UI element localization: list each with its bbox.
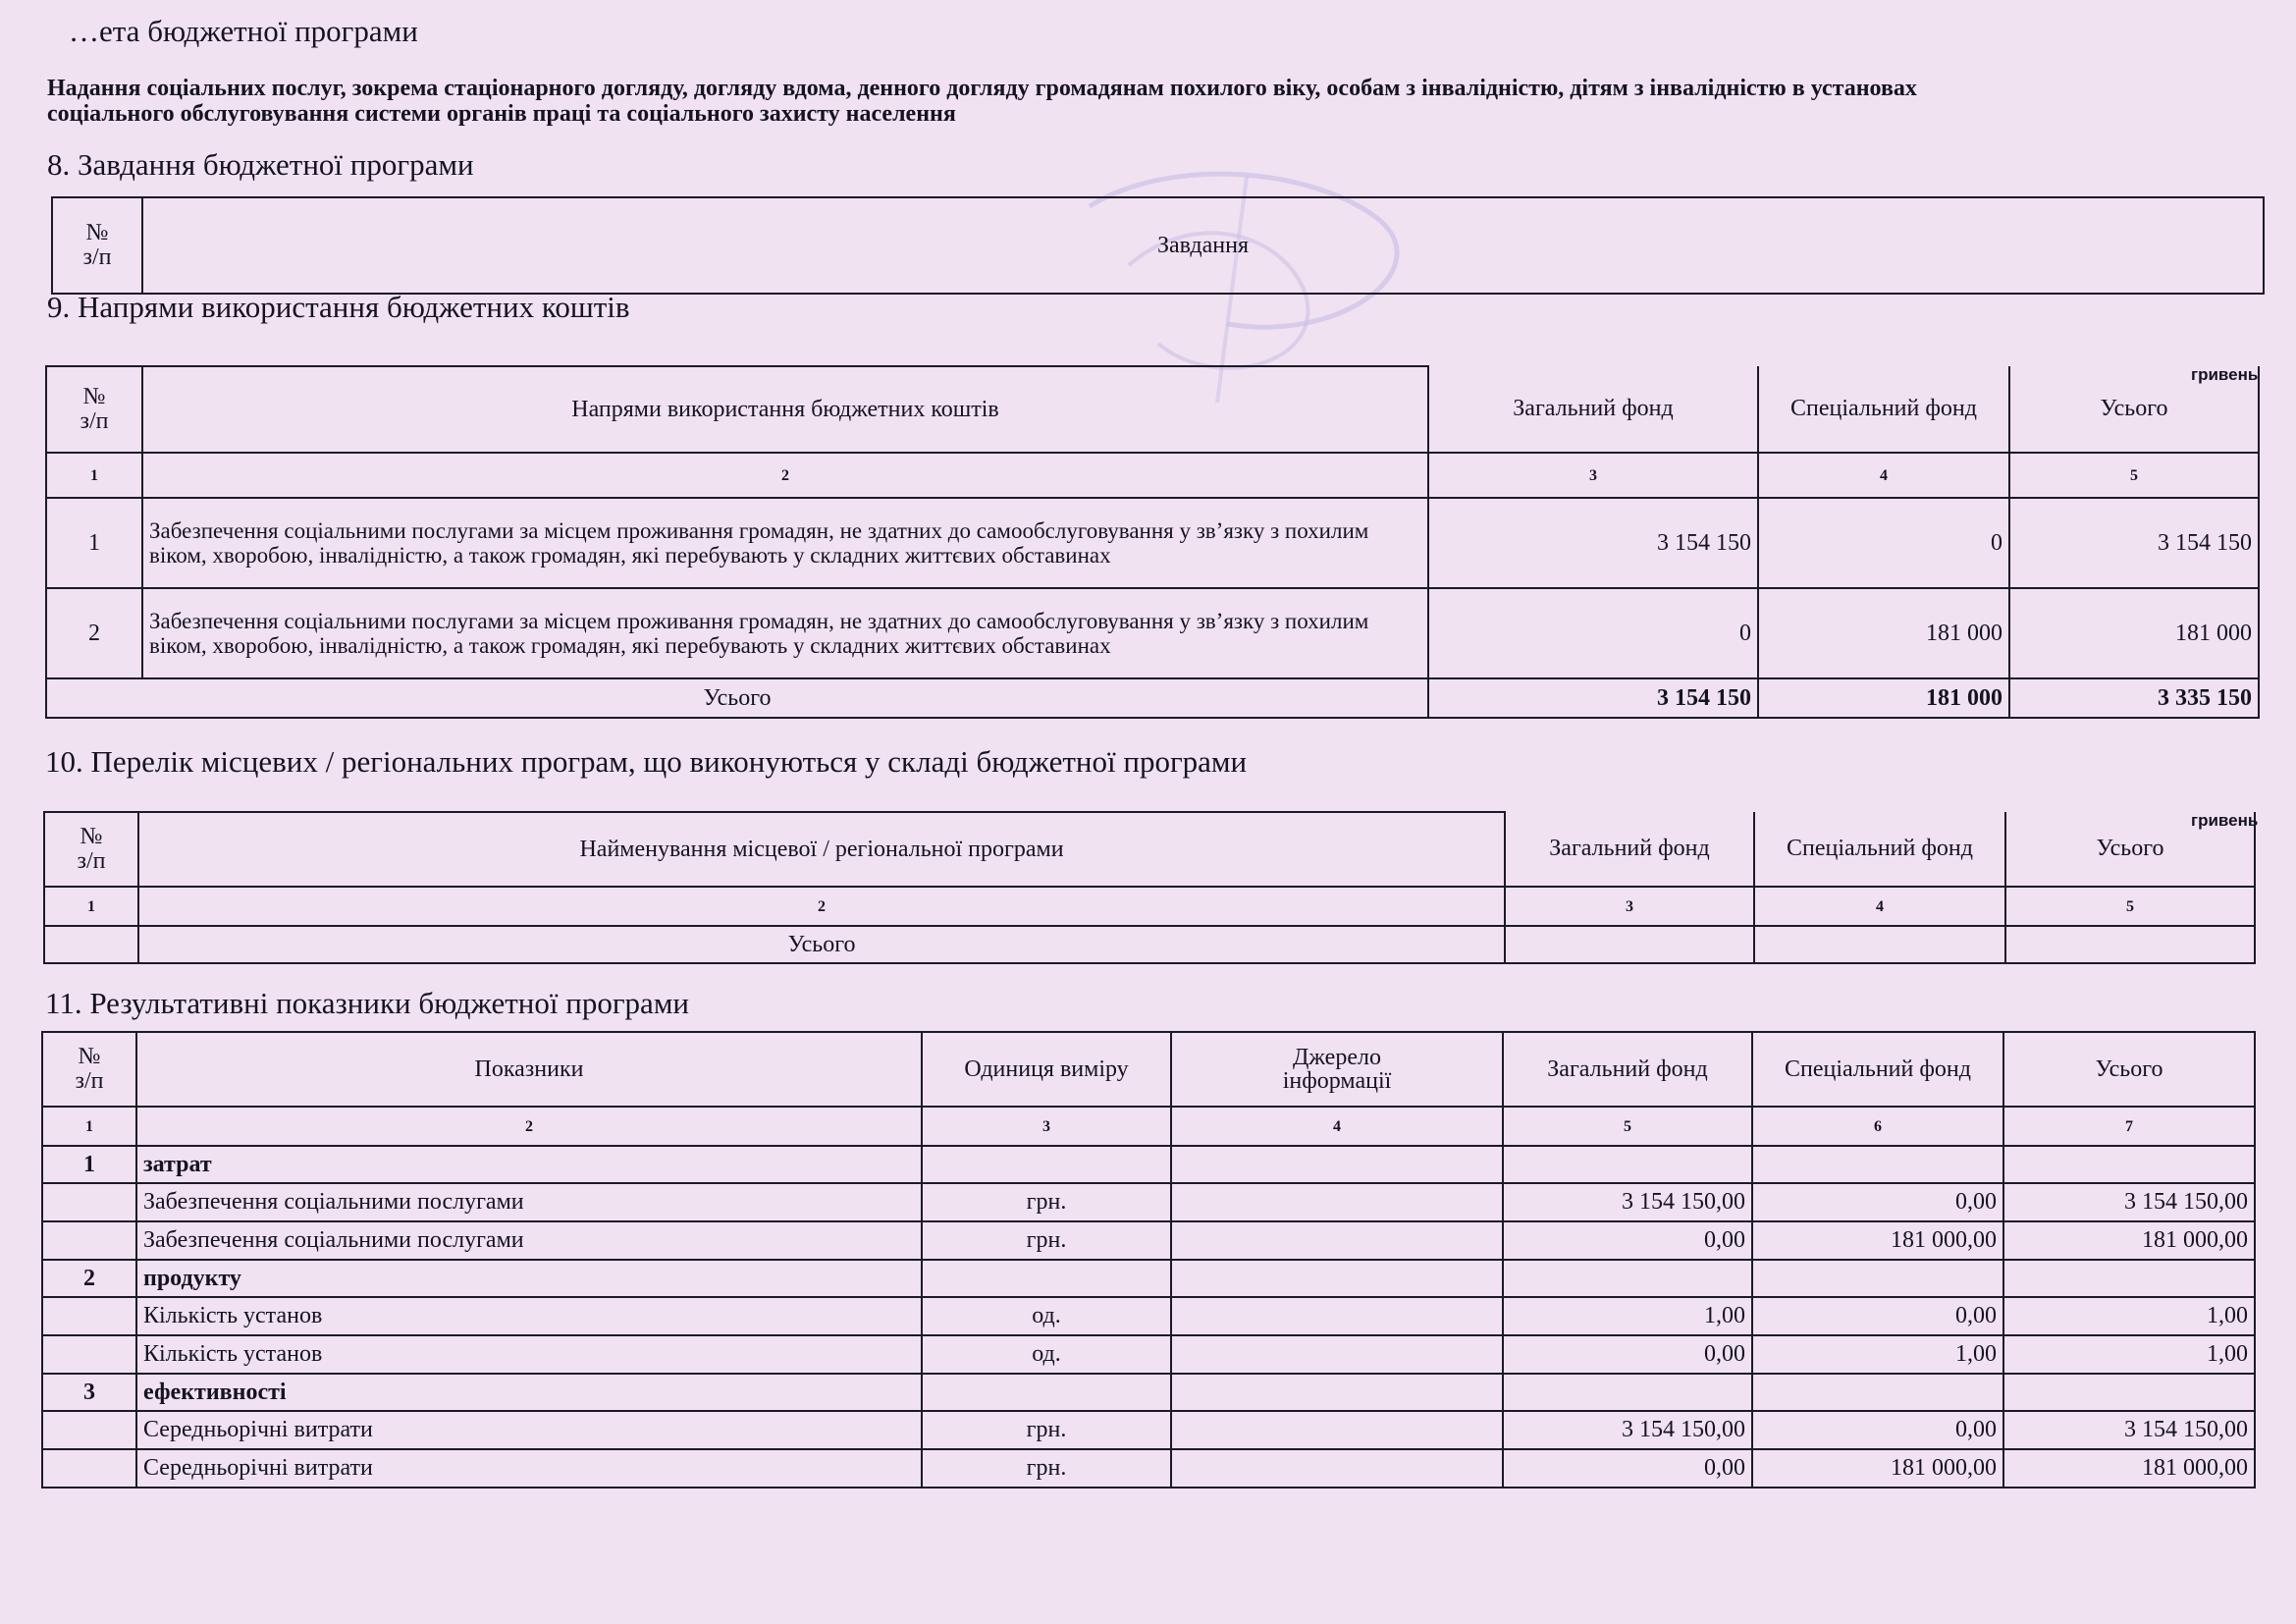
prog-total-total — [2005, 926, 2255, 963]
prog-total-special — [1754, 926, 2005, 963]
ind-colnum-4: 4 — [1171, 1107, 1503, 1146]
prog-colnum-5: 5 — [2005, 887, 2255, 926]
ind-row-2-special: 181 000,00 — [1752, 1221, 2003, 1260]
ind-row-2-general: 0,00 — [1503, 1221, 1752, 1260]
dir-row-1-general: 3 154 150 — [1428, 498, 1758, 588]
goal-line-1: Надання соціальних послуг, зокрема стаціонарного догляду, догляду вдома, денного догляду громадянам похилого віку, особам з інвалідністю, дітям з інвалідністю в установах — [47, 76, 1917, 101]
ind-header-general: Загальний фонд — [1503, 1032, 1752, 1107]
top-heading: …ета бюджетної програми — [69, 14, 418, 48]
dir-row-1-text: Забезпечення соціальними послугами за місцем проживання громадян, не здатних до самообслуговування у зв’язку з похилим віком, хворобою, інвалідністю, а також громадян, які перебувають у складних життєвих обставинах — [142, 498, 1428, 588]
prog-header-general: Загальний фонд — [1505, 812, 1754, 887]
table-row — [42, 1297, 2255, 1335]
dir-colnum-1: 1 — [46, 453, 142, 498]
ind-colnum-2: 2 — [136, 1107, 922, 1146]
prog-total-label: Усього — [138, 926, 1505, 963]
dir-row-2-total: 181 000 — [2009, 588, 2259, 678]
ind-row-2-unit: грн. — [922, 1221, 1171, 1260]
ind-row-5-name: Кількість установ — [136, 1335, 922, 1374]
table-row — [42, 1335, 2255, 1374]
ind-header-name: Показники — [136, 1032, 922, 1107]
prog-colnum-2: 2 — [138, 887, 1505, 926]
ind-row-8-special: 181 000,00 — [1752, 1449, 2003, 1488]
ind-row-8-total: 181 000,00 — [2003, 1449, 2255, 1488]
dir-total-total: 3 335 150 — [2009, 678, 2259, 718]
prog-header-name: Найменування місцевої / регіональної програми — [138, 812, 1505, 887]
ind-header-unit: Одиниця виміру — [922, 1032, 1171, 1107]
performance-indicators-table — [41, 1031, 2256, 1489]
ind-colnum-5: 5 — [1503, 1107, 1752, 1146]
prog-colnum-1: 1 — [44, 887, 138, 926]
regional-programs-table — [43, 811, 2259, 964]
ind-colnum-6: 6 — [1752, 1107, 2003, 1146]
ind-row-8-unit: грн. — [922, 1449, 1171, 1488]
ind-row-4-unit: од. — [922, 1297, 1171, 1335]
table-row — [46, 498, 2259, 588]
ind-row-1-special: 0,00 — [1752, 1183, 2003, 1221]
dir-colnum-5: 5 — [2009, 453, 2259, 498]
ind-row-1-total: 3 154 150,00 — [2003, 1183, 2255, 1221]
prog-colnum-3: 3 — [1505, 887, 1754, 926]
ind-row-5-unit: од. — [922, 1335, 1171, 1374]
section-9-unit: гривень — [2191, 365, 2259, 384]
dir-header-general: Загальний фонд — [1428, 366, 1758, 453]
dir-row-2-no: 2 — [46, 588, 142, 678]
section-10-title: 10. Перелік місцевих / регіональних програм, що виконуються у складі бюджетної програми — [45, 744, 1248, 779]
ind-row-7-name: Середньорічні витрати — [136, 1411, 922, 1449]
ind-header-total: Усього — [2003, 1032, 2255, 1107]
prog-colnum-4: 4 — [1754, 887, 2005, 926]
dir-row-2-special: 181 000 — [1758, 588, 2009, 678]
indicator-group-row — [42, 1146, 2255, 1183]
dir-colnum-4: 4 — [1758, 453, 2009, 498]
section-11-title: 11. Результативні показники бюджетної програми — [45, 986, 690, 1020]
tasks-col-no: № з/п — [52, 197, 142, 294]
dir-header-name: Напрями використання бюджетних коштів — [142, 366, 1428, 453]
prog-header-special: Спеціальний фонд — [1754, 812, 2005, 887]
section-9-title: 9. Напрями використання бюджетних коштів — [47, 290, 630, 324]
table-row — [42, 1411, 2255, 1449]
prog-total-empty — [44, 926, 138, 963]
ind-group-3-name: ефективності — [136, 1374, 922, 1411]
prog-header-no: № з/п — [44, 812, 138, 887]
dir-total-general: 3 154 150 — [1428, 678, 1758, 718]
ind-colnum-3: 3 — [922, 1107, 1171, 1146]
ind-header-special: Спеціальний фонд — [1752, 1032, 2003, 1107]
table-row — [42, 1221, 2255, 1260]
ind-row-5-special: 1,00 — [1752, 1335, 2003, 1374]
indicator-group-row — [42, 1374, 2255, 1411]
ind-colnum-7: 7 — [2003, 1107, 2255, 1146]
table-row — [42, 1183, 2255, 1221]
ind-row-7-special: 0,00 — [1752, 1411, 2003, 1449]
indicator-group-row — [42, 1260, 2255, 1297]
ind-group-3-no: 3 — [42, 1374, 136, 1411]
ind-group-2-no: 2 — [42, 1260, 136, 1297]
ind-row-5-total: 1,00 — [2003, 1335, 2255, 1374]
goal-line-2: соціального обслуговування системи органів праці та соціального захисту населення — [47, 101, 956, 127]
tasks-table — [51, 196, 2265, 295]
ind-group-1-no: 1 — [42, 1146, 136, 1183]
ind-row-4-name: Кількість установ — [136, 1297, 922, 1335]
ind-row-7-general: 3 154 150,00 — [1503, 1411, 1752, 1449]
ind-row-1-name: Забезпечення соціальними послугами — [136, 1183, 922, 1221]
ind-row-4-total: 1,00 — [2003, 1297, 2255, 1335]
dir-row-1-no: 1 — [46, 498, 142, 588]
dir-colnum-3: 3 — [1428, 453, 1758, 498]
ind-row-4-general: 1,00 — [1503, 1297, 1752, 1335]
dir-header-no: № з/п — [46, 366, 142, 453]
ind-row-8-general: 0,00 — [1503, 1449, 1752, 1488]
table-total-row — [44, 926, 2255, 963]
dir-row-1-special: 0 — [1758, 498, 2009, 588]
ind-row-2-name: Забезпечення соціальними послугами — [136, 1221, 922, 1260]
ind-row-7-unit: грн. — [922, 1411, 1171, 1449]
section-8-title: 8. Завдання бюджетної програми — [47, 147, 474, 182]
dir-total-label: Усього — [46, 678, 1428, 718]
ind-row-8-name: Середньорічні витрати — [136, 1449, 922, 1488]
tasks-col-task: Завдання — [142, 197, 2264, 294]
table-row — [42, 1449, 2255, 1488]
dir-row-1-total: 3 154 150 — [2009, 498, 2259, 588]
ind-group-1-name: затрат — [136, 1146, 922, 1183]
ind-colnum-1: 1 — [42, 1107, 136, 1146]
dir-row-2-text: Забезпечення соціальними послугами за місцем проживання громадян, не здатних до самообслуговування у зв’язку з похилим віком, хворобою, інвалідністю, а також громадян, які перебувають у складних життєвих обставинах — [142, 588, 1428, 678]
table-row — [46, 588, 2259, 678]
dir-header-special: Спеціальний фонд — [1758, 366, 2009, 453]
dir-header-total: Усього — [2009, 366, 2259, 453]
ind-row-4-special: 0,00 — [1752, 1297, 2003, 1335]
ind-row-2-total: 181 000,00 — [2003, 1221, 2255, 1260]
ind-row-1-general: 3 154 150,00 — [1503, 1183, 1752, 1221]
ind-row-1-unit: грн. — [922, 1183, 1171, 1221]
dir-total-special: 181 000 — [1758, 678, 2009, 718]
prog-total-general — [1505, 926, 1754, 963]
section-10-unit: гривень — [2191, 811, 2259, 830]
ind-row-5-general: 0,00 — [1503, 1335, 1752, 1374]
ind-group-2-name: продукту — [136, 1260, 922, 1297]
ind-header-no: № з/п — [42, 1032, 136, 1107]
table-total-row — [46, 678, 2259, 718]
ind-row-7-total: 3 154 150,00 — [2003, 1411, 2255, 1449]
budget-directions-table — [45, 365, 2260, 719]
prog-header-total: Усього — [2005, 812, 2255, 887]
ind-header-source: Джерело інформації — [1171, 1032, 1503, 1107]
dir-row-2-general: 0 — [1428, 588, 1758, 678]
dir-colnum-2: 2 — [142, 453, 1428, 498]
